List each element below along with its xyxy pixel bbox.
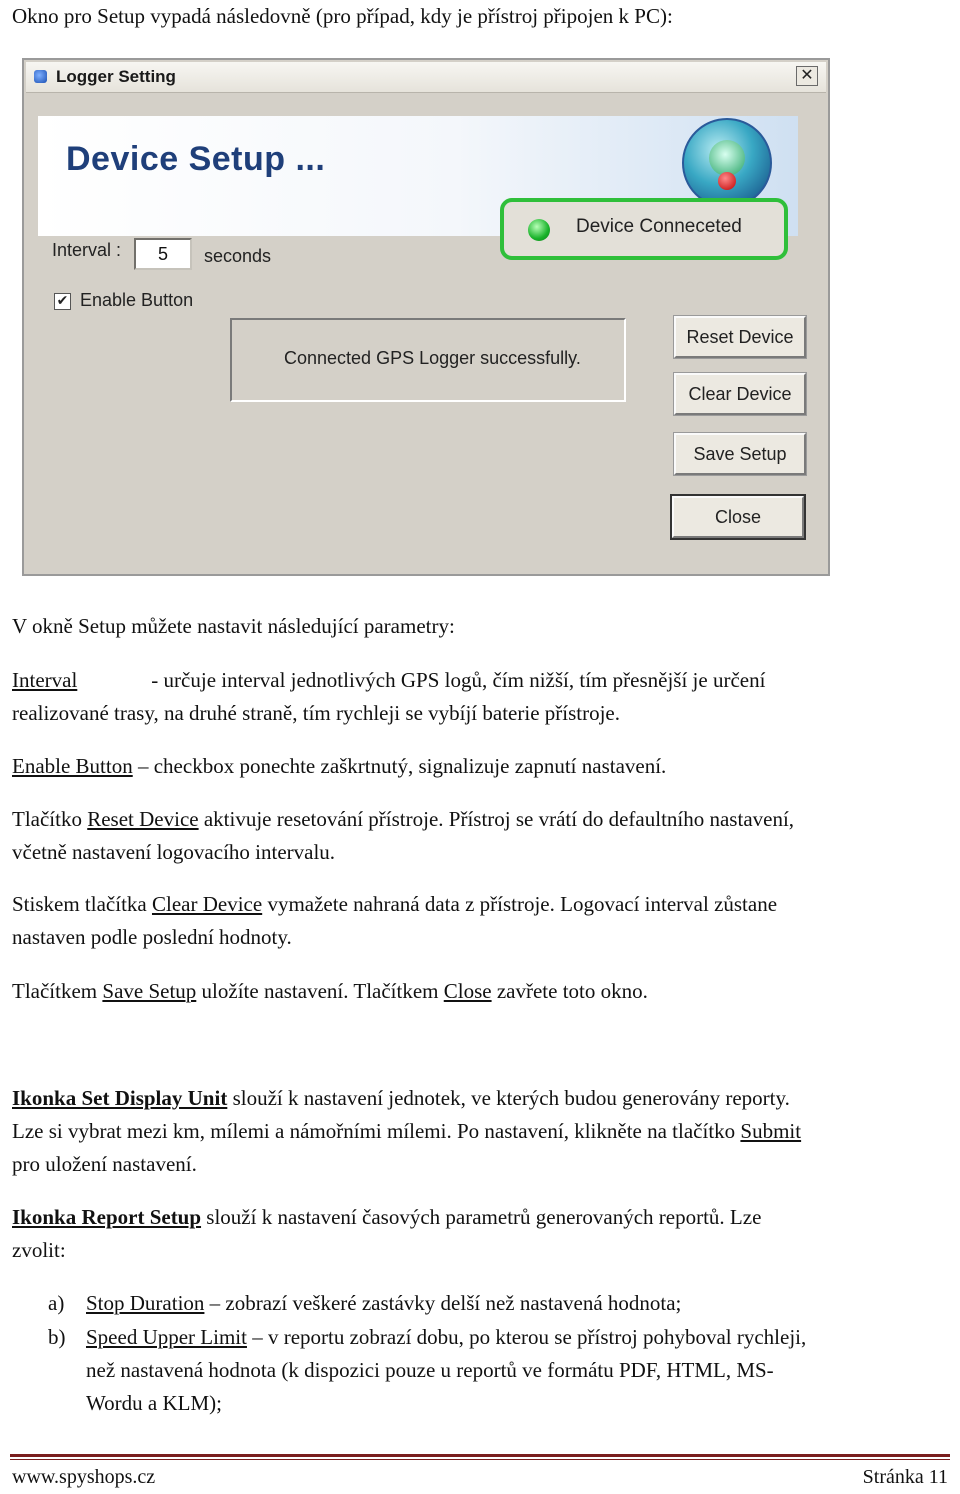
footer-rule [10,1454,950,1457]
save-setup-button[interactable]: Save Setup [674,433,806,475]
clear-line2: nastaven podle poslední hodnoty. [12,925,292,949]
params-intro: V okně Setup můžete nastavit následující parametry: [12,614,455,638]
item-b-desc-1: – v reportu zobrazí dobu, po kterou se přístroj pohyboval rychleji, [246,1325,807,1349]
close-post: zavřete toto okno. [491,979,648,1003]
footer-site[interactable]: www.spyshops.cz [12,1466,156,1488]
report-desc-1: slouží k nastavení časových parametrů generovaných reportů. Lze [201,1205,762,1229]
footer-rule-thin [10,1459,950,1460]
green-led-icon [528,219,550,241]
interval-term: Interval [12,668,78,692]
window-close-icon[interactable]: ✕ [796,66,818,86]
reset-post: aktivuje resetování přístroje. Přístroj se vrátí do defaultního nastavení, [198,807,795,831]
clear-term: Clear Device [151,892,263,916]
unit-desc-2: Lze si vybrat mezi km, mílemi a námořními mílemi. Po nastavení, klikněte na tlačítko [12,1119,741,1143]
item-a [86,1287,681,1320]
unit-submit: Submit [740,1119,802,1143]
reset-line2: včetně nastavení logovacího intervalu. [12,840,336,864]
save-close-paragraph [12,975,648,1008]
clear-pre: Stiskem tlačítka [12,892,152,916]
red-dot-icon [718,172,736,190]
report-desc-2: zvolit: [12,1238,66,1262]
close-button[interactable]: Close [672,496,804,538]
message-box [230,318,626,402]
enable-button-label: Enable Button [80,290,194,310]
close-term: Close [443,979,492,1003]
item-a-marker: a) [48,1291,65,1315]
item-a-desc: – zobrazí veškeré zastávky delší než nastavená hodnota; [204,1291,682,1315]
save-pre: Tlačítkem [12,979,103,1003]
reset-device-button[interactable]: Reset Device [674,316,806,358]
banner-title: Device Setup ... [66,140,326,178]
clear-device-button[interactable]: Clear Device [674,373,806,415]
interval-desc-2: realizované trasy, na druhé straně, tím rychleji se vybíjí baterie přístroje. [12,701,620,725]
app-icon [34,70,47,83]
reset-paragraph-line1 [12,803,794,836]
interval-label: Interval : [52,240,122,260]
item-b-line1 [86,1321,806,1354]
globe-logo-icon [682,118,772,208]
device-status-text: Device Conneceted [576,216,742,237]
interval-paragraph-line1 [12,664,765,697]
save-term: Save Setup [102,979,197,1003]
item-b-desc-3: Wordu a KLM); [86,1391,222,1415]
enable-term: Enable Button [12,754,133,778]
item-a-term: Stop Duration [86,1291,205,1315]
intro-text: Okno pro Setup vypadá následovně (pro případ, kdy je přístroj připojen k PC): [12,4,673,28]
clear-post: vymažete nahraná data z přístroje. Logovací interval zůstane [262,892,778,916]
reset-pre: Tlačítko [12,807,88,831]
enable-desc: – checkbox ponechte zaškrtnutý, signalizuje zapnutí nastavení. [132,754,667,778]
footer-page-number: Stránka 11 [862,1466,948,1488]
message-text: Connected GPS Logger successfully. [284,348,581,368]
item-b-term: Speed Upper Limit [86,1325,247,1349]
interval-unit: seconds [204,246,272,266]
unit-paragraph-line1 [12,1082,790,1115]
save-mid: uložíte nastavení. Tlačítkem [196,979,444,1003]
unit-desc-1: slouží k nastavení jednotek, ve kterých budou generovány reporty. [227,1086,790,1110]
unit-desc-3: pro uložení nastavení. [12,1152,197,1176]
clear-paragraph-line1 [12,888,777,921]
logger-setting-window [22,58,830,576]
enable-button-checkbox[interactable]: ✔ [54,293,71,310]
window-title: Logger Setting [56,67,176,86]
window-titlebar [26,62,826,93]
item-b-marker: b) [48,1325,66,1349]
device-status-box [500,198,788,260]
report-term: Ikonka Report Setup [12,1205,202,1229]
unit-paragraph-line2 [12,1115,801,1148]
report-paragraph-line1 [12,1201,761,1234]
interval-input[interactable]: 5 [134,238,192,270]
unit-term: Ikonka Set Display Unit [12,1086,228,1110]
globe-center-icon [709,140,745,176]
reset-term: Reset Device [87,807,199,831]
interval-desc-1: - určuje interval jednotlivých GPS logů, čím nižší, tím přesnější je určení [151,668,766,692]
item-b-desc-2: než nastavená hodnota (k dispozici pouze u reportů ve formátu PDF, HTML, MS- [86,1358,774,1382]
enable-paragraph [12,750,666,783]
